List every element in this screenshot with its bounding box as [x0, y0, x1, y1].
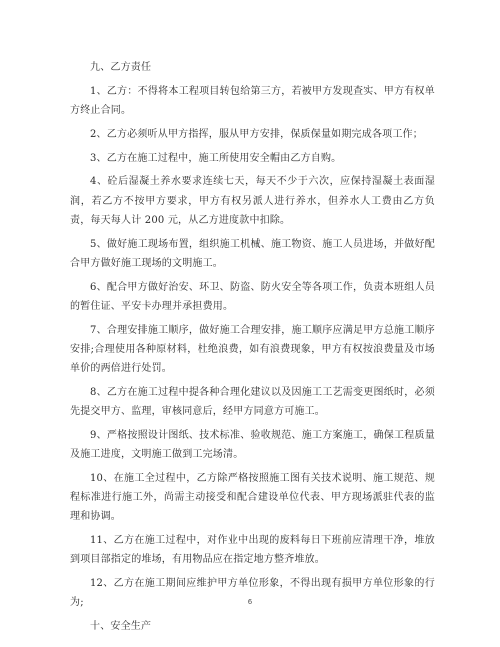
clause-7: 7、合理安排施工顺序，做好施工合理安排，施工顺序应满足甲方总施工顺序安排;合理使用各种原材料，杜绝浪费，如有浪费现象，甲方有权按浪费量及市场单价的两倍进行处罚。	[70, 324, 435, 374]
document-body	[70, 58, 435, 641]
clause-10: 10、在施工全过程中，乙方除严格按照施工图有关技术说明、施工规范、规程标准进行施工外，尚需主动接受和配合建设单位代表、甲方现场派驻代表的监理和协调。	[70, 472, 435, 523]
clause-9: 9、严格按照设计图纸、技术标准、验收规范、施工方案施工，确保工程质量及施工进度，文明施工做到工完场清。	[70, 429, 435, 460]
clause-12: 12、乙方在施工期间应维护甲方单位形象，不得出现有损甲方单位形象的行为;	[70, 578, 435, 609]
clause-4: 4、砼后湿凝土养水要求连续七天，每天不少于六次，应保持湿凝土表面湿润，若乙方不按甲方要求，甲方有权另派人进行养水，但养水人工费由乙方负责，每天每人计 200 元，从乙方进度款中扣除。	[70, 176, 435, 226]
clause-1: 1、乙方：不得将本工程项目转包给第三方，若被甲方发现查实、甲方有权单方终止合同。	[70, 85, 435, 116]
section-heading-responsibilities: 九、乙方责任	[90, 62, 152, 73]
clause-2: 2、乙方必须听从甲方指挥，服从甲方安排，保质保量如期完成各项工作；	[90, 128, 423, 140]
clause-11: 11、乙方在施工过程中，对作业中出现的废料每日下班前应清理干净，堆放到项目部指定的堆场，有用物品应在指定地方整齐堆放。	[70, 535, 435, 566]
clause-3: 3、乙方在施工过程中，施工所使用安全帽由乙方自购。	[90, 152, 342, 164]
clause-6: 6、配合甲方做好治安、环卫、防盗、防火安全等各项工作，负责本班组人员的暂住证、平安卡办理并承担费用。	[70, 281, 435, 312]
page-number: 6	[247, 598, 253, 606]
section-heading-safety: 十、安全生产	[90, 621, 152, 632]
clause-8: 8、乙方在施工过程中提各种合理化建议以及因施工工艺需变更图纸时，必须先提交甲方、监理，审核同意后，经甲方同意方可施工。	[70, 386, 435, 417]
clause-5: 5、做好施工现场布置，组织施工机械、施工物资、施工人员进场，并做好配合甲方做好施工现场的文明施工。	[70, 238, 435, 269]
